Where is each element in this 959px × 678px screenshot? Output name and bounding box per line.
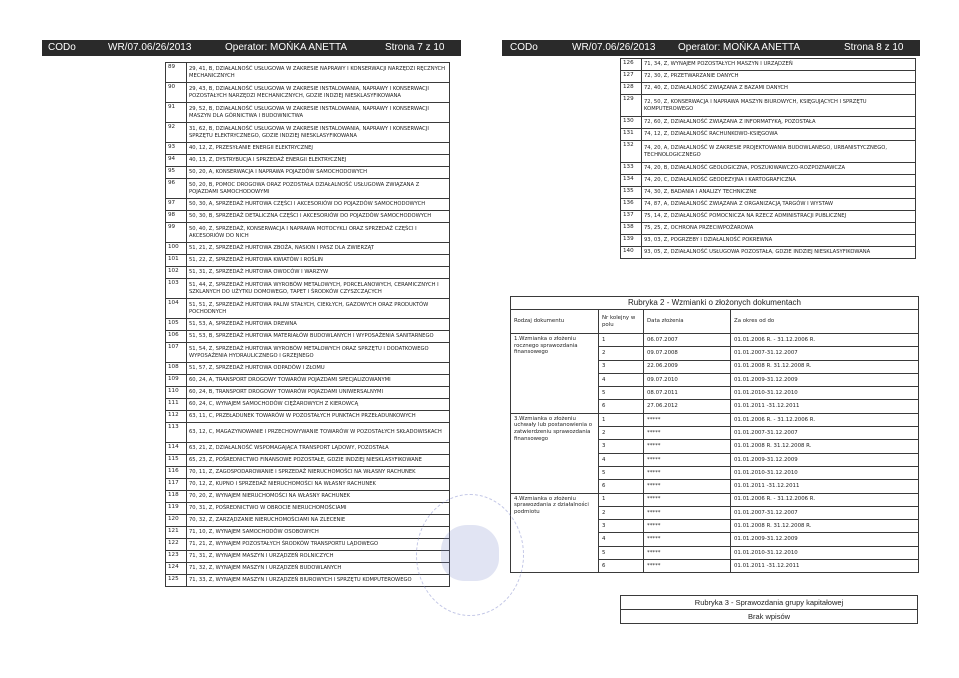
activity-description: 72, 60, Z, DZIAŁALNOŚĆ ZWIĄZANA Z INFORMATYKĄ, POZOSTAŁA — [642, 117, 916, 129]
filing-date: 06.07.2007 — [644, 334, 731, 347]
table-row — [511, 413, 919, 426]
activity-description: 71, 21, Z, WYNAJEM POZOSTAŁYCH ŚRODKÓW TRANSPORTU LĄDOWEGO — [187, 539, 450, 551]
activity-description: 63, 21, Z, DZIAŁALNOŚĆ WSPOMAGAJĄCA TRANSPORT LĄDOWY, POZOSTAŁA — [187, 443, 450, 455]
activity-description: 72, 30, Z, PRZETWARZANIE DANYCH — [642, 71, 916, 83]
activity-description: 50, 20, A, KONSERWACJA I NAPRAWA POJAZDÓW SAMOCHODOWYCH — [187, 167, 450, 179]
sequence-number: 6 — [599, 400, 644, 413]
row-number: 107 — [166, 343, 187, 363]
activity-description: 74, 12, Z, DZIAŁALNOŚĆ RACHUNKOWO-KSIĘGOWA — [642, 129, 916, 141]
table-row — [166, 455, 450, 467]
activity-description: 40, 12, Z, PRZESYŁANIE ENERGII ELEKTRYCZNEJ — [187, 143, 450, 155]
row-number: 110 — [166, 387, 187, 399]
table-row — [166, 539, 450, 551]
activity-description: 51, 53, B, SPRZEDAŻ HURTOWA MATERIAŁÓW BUDOWLANYCH I WYPOSAŻENIA SANITARNEGO — [187, 331, 450, 343]
column-header-document-type: Rodzaj dokumentu — [511, 310, 599, 334]
activity-description: 71, 34, Z, WYNAJEM POZOSTAŁYCH MASZYN I URZĄDZEŃ — [642, 59, 916, 71]
activity-description: 75, 14, Z, DZIAŁALNOŚĆ POMOCNICZA NA RZECZ ADMINISTRACJI PUBLICZNEJ — [642, 211, 916, 223]
row-number: 93 — [166, 143, 187, 155]
table-row — [166, 387, 450, 399]
activity-description: 63, 12, C, MAGAZYNOWANIE I PRZECHOWYWANIE TOWARÓW W POZOSTAŁYCH SKŁADOWISKACH — [187, 423, 450, 443]
period-range: 01.01.2009-31.12.2009 — [731, 453, 919, 466]
row-number: 102 — [166, 267, 187, 279]
row-number: 115 — [166, 455, 187, 467]
filing-date: ***** — [644, 520, 731, 533]
sequence-number: 1 — [599, 334, 644, 347]
sequence-number: 1 — [599, 413, 644, 426]
row-number: 126 — [621, 59, 642, 71]
table-row — [166, 467, 450, 479]
table-row — [166, 143, 450, 155]
column-header-filing-date: Data złożenia — [644, 310, 731, 334]
activity-description: 70, 32, Z, ZARZĄDZANIE NIERUCHOMOŚCIAMI NA ZLECENIE — [187, 515, 450, 527]
period-range: 01.01.2010-31.12.2010 — [731, 546, 919, 559]
table-row — [166, 279, 450, 299]
row-number: 119 — [166, 503, 187, 515]
rubryka2-table — [510, 296, 919, 573]
row-number: 113 — [166, 423, 187, 443]
table-row — [166, 319, 450, 331]
table-row — [621, 247, 916, 259]
activity-description: 60, 24, B, TRANSPORT DROGOWY TOWARÓW POJAZDAMI UNIWERSALNYMI — [187, 387, 450, 399]
table-row — [621, 175, 916, 187]
activity-description: 31, 62, B, DZIAŁALNOŚĆ USŁUGOWA W ZAKRESIE INSTALOWANIA, NAPRAWY I KONSERWACJI SPRZĘTU ELEKTRYCZNEGO, GDZIE INDZIEJ NIESKLASYFIKOWANA — [187, 123, 450, 143]
row-number: 127 — [621, 71, 642, 83]
row-number: 139 — [621, 235, 642, 247]
document-type-label: 3.Wzmianka o złożeniu uchwały lub postanowienia o zatwierdzeniu sprawozdania finansowego — [511, 413, 599, 493]
row-number: 97 — [166, 199, 187, 211]
activity-description: 51, 53, A, SPRZEDAŻ HURTOWA DREWNA — [187, 319, 450, 331]
activity-description: 93, 03, Z, POGRZEBY I DZIAŁALNOŚĆ POKREWNA — [642, 235, 916, 247]
activity-description: 51, 31, Z, SPRZEDAŻ HURTOWA OWOCÓW I WARZYW — [187, 267, 450, 279]
table-row — [166, 343, 450, 363]
table-row — [166, 551, 450, 563]
filing-date: ***** — [644, 427, 731, 440]
page-header-left — [42, 40, 461, 56]
row-number: 130 — [621, 117, 642, 129]
period-range: 01.01.2007-31.12.2007 — [731, 427, 919, 440]
period-range: 01.01.2006 R. - 31.12.2006 R. — [731, 334, 919, 347]
table-row — [166, 399, 450, 411]
document-type-label: 4.Wzmianka o złożeniu sprawozdania z działalności podmiotu — [511, 493, 599, 573]
row-number: 123 — [166, 551, 187, 563]
table-row — [166, 223, 450, 243]
activity-description: 51, 54, Z, SPRZEDAŻ HURTOWA WYROBÓW METALOWYCH ORAZ SPRZĘTU I DODATKOWEGO WYPOSAŻENIA HYDRAULICZNEGO I GRZEJNEGO — [187, 343, 450, 363]
table-row — [166, 375, 450, 387]
rubryka2-title: Rubryka 2 - Wzmianki o złożonych dokumentach — [511, 297, 919, 310]
table-row — [621, 187, 916, 199]
row-number: 140 — [621, 247, 642, 259]
row-number: 98 — [166, 211, 187, 223]
filing-date: ***** — [644, 440, 731, 453]
table-row — [621, 199, 916, 211]
activity-description: 74, 20, C, DZIAŁALNOŚĆ GEODEZYJNA I KARTOGRAFICZNA — [642, 175, 916, 187]
activity-description: 51, 22, Z, SPRZEDAŻ HURTOWA KWIATÓW I ROŚLIN — [187, 255, 450, 267]
activity-description: 74, 20, B, DZIAŁALNOŚĆ GEOLOGICZNA, POSZUKIWAWCZO-ROZPOZNAWCZA — [642, 163, 916, 175]
table-row — [511, 334, 919, 347]
table-row — [166, 479, 450, 491]
activity-description: 50, 40, Z, SPRZEDAŻ, KONSERWACJA I NAPRAWA MOTOCYKLI ORAZ SPRZEDAŻ CZĘŚCI I AKCESORIÓW DO NICH — [187, 223, 450, 243]
row-number: 129 — [621, 95, 642, 117]
period-range: 01.01.2008 R. 31.12.2008 R. — [731, 360, 919, 373]
filing-date: 09.07.2008 — [644, 347, 731, 360]
row-number: 114 — [166, 443, 187, 455]
header-operator: Operator: MOŃKA ANETTA — [225, 42, 348, 53]
row-number: 100 — [166, 243, 187, 255]
filing-date: ***** — [644, 413, 731, 426]
row-number: 116 — [166, 467, 187, 479]
sequence-number: 3 — [599, 360, 644, 373]
table-row — [166, 563, 450, 575]
column-header-sequence-number: Nr kolejny w polu — [599, 310, 644, 334]
activity-description: 50, 30, A, SPRZEDAŻ HURTOWA CZĘŚCI I AKCESORIÓW DO POJAZDÓW SAMOCHODOWYCH — [187, 199, 450, 211]
sequence-number: 6 — [599, 480, 644, 493]
activity-description: 74, 30, Z, BADANIA I ANALIZY TECHNICZNE — [642, 187, 916, 199]
row-number: 91 — [166, 103, 187, 123]
row-number: 96 — [166, 179, 187, 199]
filing-date: ***** — [644, 560, 731, 573]
row-number: 125 — [166, 575, 187, 587]
table-row — [166, 199, 450, 211]
header-page-number: Strona 7 z 10 — [385, 42, 445, 53]
activity-description: 29, 52, B, DZIAŁALNOŚĆ USŁUGOWA W ZAKRESIE INSTALOWANIA, NAPRAWY I KONSERWACJI MASZYN DLA GÓRNICTWA I BUDOWNICTWA — [187, 103, 450, 123]
row-number: 122 — [166, 539, 187, 551]
document-type-label: 1.Wzmianka o złożeniu rocznego sprawozdania finansowego — [511, 334, 599, 414]
sequence-number: 5 — [599, 546, 644, 559]
activity-description: 70, 20, Z, WYNAJEM NIERUCHOMOŚCI NA WŁASNY RACHUNEK — [187, 491, 450, 503]
period-range: 01.01.2006 R. - 31.12.2006 R. — [731, 493, 919, 506]
period-range: 01.01.2011 -31.12.2011 — [731, 480, 919, 493]
period-range: 01.01.2010-31.12.2010 — [731, 387, 919, 400]
table-row — [166, 503, 450, 515]
header-operator: Operator: MOŃKA ANETTA — [678, 42, 801, 53]
row-number: 138 — [621, 223, 642, 235]
activity-description: 51, 57, Z, SPRZEDAŻ HURTOWA ODPADÓW I ZŁOMU — [187, 363, 450, 375]
activity-description: 40, 13, Z, DYSTRYBUCJA I SPRZEDAŻ ENERGII ELEKTRYCZNEJ — [187, 155, 450, 167]
activity-description: 71, 32, Z, WYNAJEM MASZYN I URZĄDZEŃ BUDOWLANYCH — [187, 563, 450, 575]
row-number: 136 — [621, 199, 642, 211]
activity-description: 51, 51, Z, SPRZEDAŻ HURTOWA PALIW STAŁYCH, CIEKŁYCH, GAZOWYCH ORAZ PRODUKTÓW POCHODNYCH — [187, 299, 450, 319]
table-row — [621, 141, 916, 163]
table-row — [166, 243, 450, 255]
table-row — [621, 211, 916, 223]
table-row — [621, 71, 916, 83]
table-row — [166, 63, 450, 83]
activity-table-left — [165, 62, 450, 587]
row-number: 134 — [621, 175, 642, 187]
table-row — [166, 123, 450, 143]
activity-description: 29, 41, B, DZIAŁALNOŚĆ USŁUGOWA W ZAKRESIE NAPRAWY I KONSERWACJI NARZĘDZI RĘCZNYCH MECHANICZNYCH — [187, 63, 450, 83]
sequence-number: 4 — [599, 373, 644, 386]
filing-date: ***** — [644, 533, 731, 546]
sequence-number: 1 — [599, 493, 644, 506]
header-reference: WR/07.06/26/2013 — [108, 42, 192, 53]
row-number: 89 — [166, 63, 187, 83]
row-number: 95 — [166, 167, 187, 179]
sequence-number: 4 — [599, 453, 644, 466]
activity-description: 70, 11, Z, ZAGOSPODAROWANIE I SPRZEDAŻ NIERUCHOMOŚCI NA WŁASNY RACHUNEK — [187, 467, 450, 479]
activity-description: 60, 24, A, TRANSPORT DROGOWY TOWARÓW POJAZDAMI SPECJALIZOWANYMI — [187, 375, 450, 387]
activity-description: 72, 40, Z, DZIAŁALNOŚĆ ZWIĄZANA Z BAZAMI DANYCH — [642, 83, 916, 95]
row-number: 106 — [166, 331, 187, 343]
period-range: 01.01.2009-31.12.2009 — [731, 533, 919, 546]
table-row — [166, 299, 450, 319]
period-range: 01.01.2007-31.12.2007 — [731, 347, 919, 360]
activity-description: 74, 20, A, DZIAŁALNOŚĆ W ZAKRESIE PROJEKTOWANIA BUDOWLANEGO, URBANISTYCZNEGO, TECHNOLOGICZNEGO — [642, 141, 916, 163]
activity-description: 71, 33, Z, WYNAJEM MASZYN I URZĄDZEŃ BIUROWYCH I SPRZĘTU KOMPUTEROWEGO — [187, 575, 450, 587]
table-row — [166, 179, 450, 199]
activity-description: 60, 24, C, WYNAJEM SAMOCHODÓW CIĘŻAROWYCH Z KIEROWCĄ — [187, 399, 450, 411]
activity-description: 75, 25, Z, OCHRONA PRZECIWPOŻAROWA — [642, 223, 916, 235]
table-row — [166, 267, 450, 279]
filing-date: ***** — [644, 546, 731, 559]
row-number: 108 — [166, 363, 187, 375]
page-header-right — [502, 40, 920, 56]
activity-description: 50, 20, B, POMOC DROGOWA ORAZ POZOSTAŁA DZIAŁALNOŚĆ USŁUGOWA ZWIĄZANA Z POJAZDAMI SAMOCHODOWYMI — [187, 179, 450, 199]
header-app-name: CODo — [48, 42, 76, 53]
table-row — [166, 167, 450, 179]
period-range: 01.01.2011 -31.12.2011 — [731, 400, 919, 413]
row-number: 111 — [166, 399, 187, 411]
header-reference: WR/07.06/26/2013 — [572, 42, 656, 53]
row-number: 104 — [166, 299, 187, 319]
table-row — [166, 363, 450, 375]
activity-description: 93, 05, Z, DZIAŁALNOŚĆ USŁUGOWA POZOSTAŁA, GDZIE INDZIEJ NIESKLASYFIKOWANA — [642, 247, 916, 259]
period-range: 01.01.2008 R. 31.12.2008 R. — [731, 440, 919, 453]
row-number: 99 — [166, 223, 187, 243]
row-number: 133 — [621, 163, 642, 175]
filing-date: ***** — [644, 493, 731, 506]
period-range: 01.01.2010-31.12.2010 — [731, 466, 919, 479]
period-range: 01.01.2007-31.12.2007 — [731, 506, 919, 519]
activity-description: 71, 10, Z, WYNAJEM SAMOCHODÓW OSOBOWYCH — [187, 527, 450, 539]
activity-description: 51, 21, Z, SPRZEDAŻ HURTOWA ZBOŻA, NASION I PASZ DLA ZWIERZĄT — [187, 243, 450, 255]
activity-description: 70, 12, Z, KUPNO I SPRZEDAŻ NIERUCHOMOŚCI NA WŁASNY RACHUNEK — [187, 479, 450, 491]
table-row — [166, 331, 450, 343]
row-number: 128 — [621, 83, 642, 95]
filing-date: 09.07.2010 — [644, 373, 731, 386]
table-row — [621, 59, 916, 71]
row-number: 101 — [166, 255, 187, 267]
sequence-number: 3 — [599, 440, 644, 453]
filing-date: ***** — [644, 506, 731, 519]
period-range: 01.01.2009-31.12.2009 — [731, 373, 919, 386]
row-number: 112 — [166, 411, 187, 423]
table-row — [166, 527, 450, 539]
table-row — [621, 83, 916, 95]
column-header-period: Za okres od do — [731, 310, 919, 334]
activity-description: 50, 30, B, SPRZEDAŻ DETALICZNA CZĘŚCI I AKCESORIÓW DO POJAZDÓW SAMOCHODOWYCH — [187, 211, 450, 223]
table-row — [166, 255, 450, 267]
row-number: 94 — [166, 155, 187, 167]
rubryka3-title: Rubryka 3 - Sprawozdania grupy kapitałowej — [694, 598, 844, 607]
sequence-number: 2 — [599, 506, 644, 519]
table-row — [166, 575, 450, 587]
table-row — [621, 117, 916, 129]
row-number: 103 — [166, 279, 187, 299]
activity-description: 70, 31, Z, POŚREDNICTWO W OBROCIE NIERUCHOMOŚCIAMI — [187, 503, 450, 515]
table-row — [621, 223, 916, 235]
rubryka3-box — [620, 595, 918, 624]
sequence-number: 5 — [599, 466, 644, 479]
filing-date: ***** — [644, 466, 731, 479]
row-number: 132 — [621, 141, 642, 163]
row-number: 109 — [166, 375, 187, 387]
row-number: 120 — [166, 515, 187, 527]
filing-date: 22.06.2009 — [644, 360, 731, 373]
table-row — [166, 211, 450, 223]
filing-date: ***** — [644, 480, 731, 493]
table-row — [166, 443, 450, 455]
rubryka3-value: Brak wpisów — [621, 609, 917, 623]
official-seal — [416, 494, 524, 616]
table-row — [621, 129, 916, 141]
sequence-number: 5 — [599, 387, 644, 400]
table-row — [166, 83, 450, 103]
activity-description: 72, 50, Z, KONSERWACJA I NAPRAWA MASZYN BIUROWYCH, KSIĘGUJĄCYCH I SPRZĘTU KOMPUTEROWEGO — [642, 95, 916, 117]
table-row — [166, 103, 450, 123]
activity-table-right — [620, 58, 916, 259]
header-page-number: Strona 8 z 10 — [844, 42, 904, 53]
filing-date: ***** — [644, 453, 731, 466]
sequence-number: 2 — [599, 347, 644, 360]
row-number: 105 — [166, 319, 187, 331]
filing-date: 27.06.2012 — [644, 400, 731, 413]
period-range: 01.01.2011 -31.12.2011 — [731, 560, 919, 573]
period-range: 01.01.2008 R. 31.12.2008 R. — [731, 520, 919, 533]
row-number: 131 — [621, 129, 642, 141]
row-number: 92 — [166, 123, 187, 143]
activity-description: 65, 23, Z, POŚREDNICTWO FINANSOWE POZOSTAŁE, GDZIE INDZIEJ NIESKLASYFIKOWANE — [187, 455, 450, 467]
table-row — [621, 163, 916, 175]
row-number: 117 — [166, 479, 187, 491]
activity-description: 29, 43, B, DZIAŁALNOŚĆ USŁUGOWA W ZAKRESIE INSTALOWANIA, NAPRAWY I KONSERWACJI POZOSTAŁYCH NARZĘDZI MECHANICZNYCH, GDZIE INDZIEJ NIESKLASYFIKOWANA — [187, 83, 450, 103]
sequence-number: 6 — [599, 560, 644, 573]
row-number: 137 — [621, 211, 642, 223]
sequence-number: 3 — [599, 520, 644, 533]
table-row — [166, 515, 450, 527]
sequence-number: 4 — [599, 533, 644, 546]
table-row — [166, 423, 450, 443]
row-number: 121 — [166, 527, 187, 539]
eagle-emblem-icon — [441, 525, 499, 581]
sequence-number: 2 — [599, 427, 644, 440]
row-number: 90 — [166, 83, 187, 103]
activity-description: 63, 11, C, PRZEŁADUNEK TOWARÓW W POZOSTAŁYCH PUNKTACH PRZEŁADUNKOWYCH — [187, 411, 450, 423]
activity-description: 74, 87, A, DZIAŁALNOŚĆ ZWIĄZANA Z ORGANIZACJĄ TARGÓW I WYSTAW — [642, 199, 916, 211]
table-row — [621, 235, 916, 247]
table-row — [511, 493, 919, 506]
filing-date: 08.07.2011 — [644, 387, 731, 400]
table-row — [166, 155, 450, 167]
row-number: 118 — [166, 491, 187, 503]
table-row — [166, 411, 450, 423]
period-range: 01.01.2006 R. - 31.12.2006 R. — [731, 413, 919, 426]
activity-description: 71, 31, Z, WYNAJEM MASZYN I URZĄDZEŃ ROLNICZYCH — [187, 551, 450, 563]
activity-description: 51, 44, Z, SPRZEDAŻ HURTOWA WYROBÓW METALOWYCH, PORCELANOWYCH, CERAMICZNYCH I SZKLANYCH DO UŻYTKU DOMOWEGO, TAPET I ŚRODKÓW CZYSZCZĄCYCH — [187, 279, 450, 299]
table-row — [621, 95, 916, 117]
table-row — [166, 491, 450, 503]
header-app-name: CODo — [510, 42, 538, 53]
row-number: 135 — [621, 187, 642, 199]
row-number: 124 — [166, 563, 187, 575]
